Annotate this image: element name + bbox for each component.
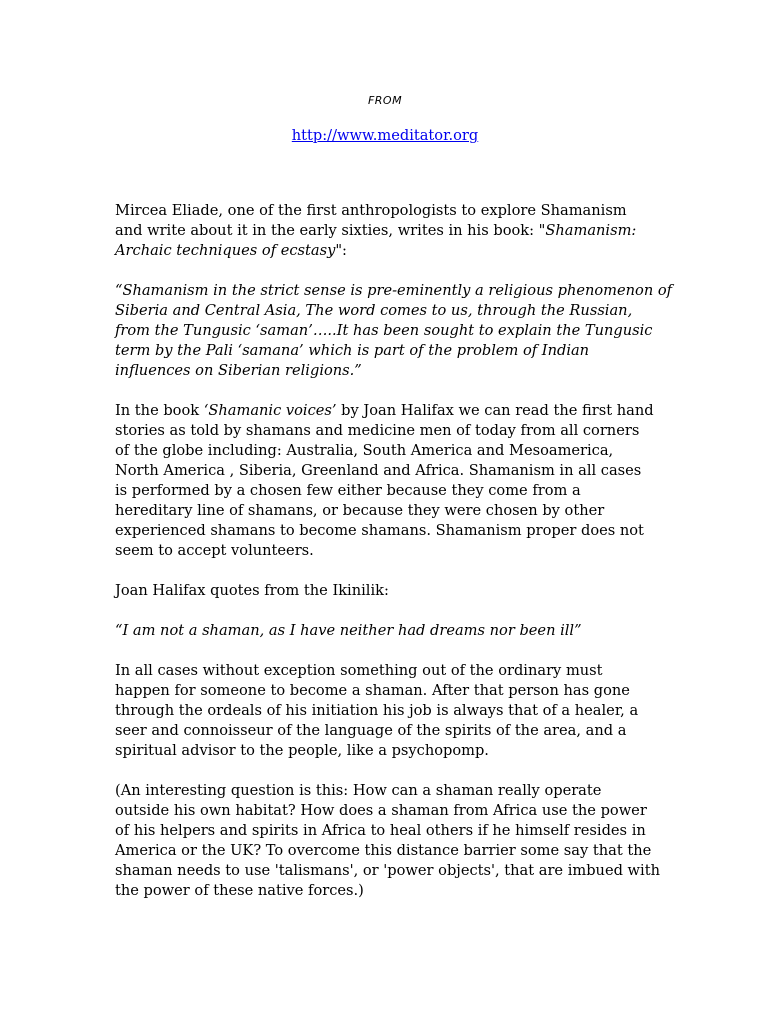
paragraph-line: Joan Halifax quotes from the Ikinilik: bbox=[115, 582, 389, 599]
paragraph-line: happen for someone to become a shaman. After that person has gone bbox=[115, 682, 630, 699]
paragraph-line: (An interesting question is this: How can a shaman really operate bbox=[115, 782, 602, 799]
paragraph-line: of his helpers and spirits in Africa to heal others if he himself resides in bbox=[115, 822, 646, 839]
document-body bbox=[115, 201, 673, 921]
paragraph-line bbox=[115, 221, 660, 241]
from-label bbox=[115, 94, 655, 107]
source-link-line bbox=[115, 127, 655, 144]
quote-line: Siberia and Central Asia, The word comes to us, through the Russian, bbox=[115, 302, 633, 319]
source-link[interactable]: http://www.meditator.org bbox=[291, 127, 479, 144]
paragraph-line: In all cases without exception something out of the ordinary must bbox=[115, 662, 603, 679]
paragraph-line: seem to accept volunteers. bbox=[115, 542, 314, 559]
quote-line: from the Tungusic ‘saman’…..It has been sought to explain the Tungusic bbox=[115, 322, 653, 339]
paragraph-habitat-question bbox=[115, 781, 660, 901]
paragraph-line: spiritual advisor to the people, like a psychopomp. bbox=[115, 742, 489, 759]
paragraph-line-text: and write about it in the early sixties, writes in his book: " bbox=[115, 222, 546, 239]
paragraph-line bbox=[115, 241, 660, 261]
paragraph-intro: In the book bbox=[115, 402, 204, 419]
paragraph-halifax bbox=[115, 401, 660, 561]
paragraph-line: through the ordeals of his initiation his job is always that of a healer, a bbox=[115, 702, 639, 719]
paragraph-line: shaman needs to use 'talismans', or 'power objects', that are imbued with bbox=[115, 862, 660, 879]
quote-line: term by the Pali ‘samana’ which is part of the problem of Indian bbox=[115, 342, 590, 359]
book-title-shamanic-voices: ‘Shamanic voices’ bbox=[203, 402, 337, 419]
from-label-text: FROM bbox=[367, 94, 403, 107]
paragraph-intro-tail: by Joan Halifax we can read the first hand bbox=[336, 402, 654, 419]
paragraph-line: America or the UK? To overcome this distance barrier some say that the bbox=[115, 842, 652, 859]
paragraph-line: is performed by a chosen few either because they come from a bbox=[115, 482, 581, 499]
quote-ikinilik bbox=[115, 621, 660, 641]
paragraph-line: North America , Siberia, Greenland and Africa. Shamanism in all cases bbox=[115, 462, 642, 479]
quote-line: influences on Siberian religions.” bbox=[115, 362, 362, 379]
paragraph-line: the power of these native forces.) bbox=[115, 882, 364, 899]
paragraph-eliade bbox=[115, 201, 660, 261]
paragraph-ikinilik-intro bbox=[115, 581, 660, 601]
paragraph-line: hereditary line of shamans, or because they were chosen by other bbox=[115, 502, 605, 519]
paragraph-initiation bbox=[115, 661, 660, 761]
paragraph-line: stories as told by shamans and medicine men of today from all corners bbox=[115, 422, 640, 439]
paragraph-line: outside his own habitat? How does a shaman from Africa use the power bbox=[115, 802, 647, 819]
quote-line: “I am not a shaman, as I have neither had dreams nor been ill” bbox=[115, 622, 582, 639]
paragraph-line bbox=[115, 401, 660, 421]
quote-line: “Shamanism in the strict sense is pre-eminently a religious phenomenon of bbox=[115, 282, 673, 299]
book-title-archaic-techniques: Archaic techniques of ecstasy bbox=[115, 242, 336, 259]
paragraph-line: of the globe including: Australia, South America and Mesoamerica, bbox=[115, 442, 614, 459]
paragraph-line: experienced shamans to become shamans. Shamanism proper does not bbox=[115, 522, 644, 539]
paragraph-line: seer and connoisseur of the language of the spirits of the area, and a bbox=[115, 722, 627, 739]
book-title-shamanism: Shamanism: bbox=[545, 222, 637, 239]
paragraph-line-tail: ": bbox=[335, 242, 347, 259]
paragraph-line: Mircea Eliade, one of the first anthropologists to explore Shamanism bbox=[115, 202, 627, 219]
quote-eliade bbox=[115, 281, 673, 381]
